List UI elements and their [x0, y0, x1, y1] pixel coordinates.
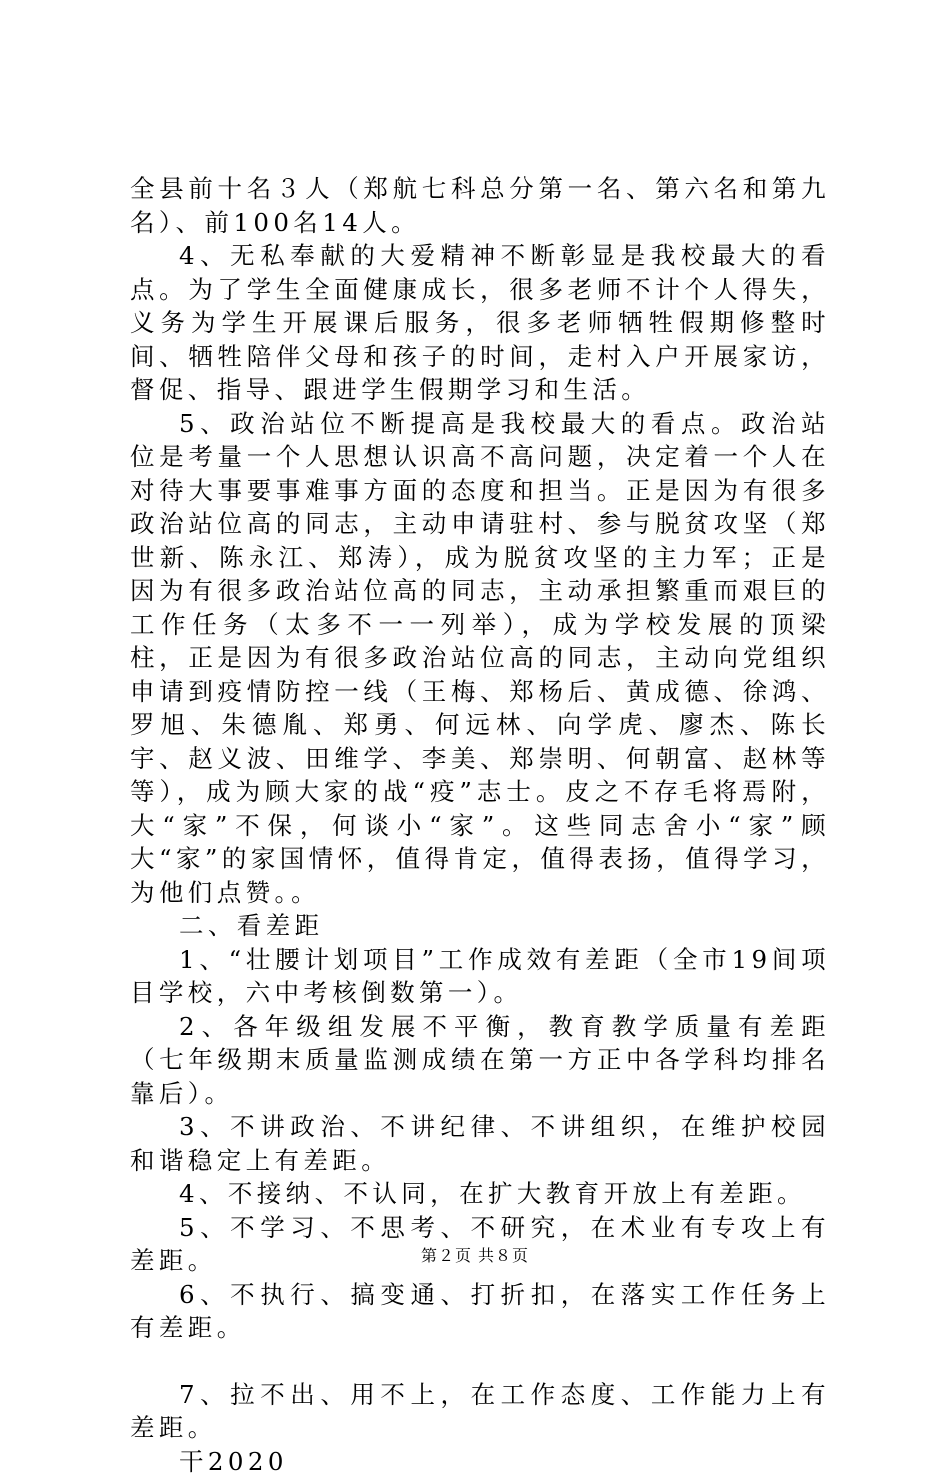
section-heading-gaps: 二、看差距 — [130, 909, 830, 943]
gap-item-2: 2、各年级组发展不平衡，教育教学质量有差距（七年级期末质量监测成绩在第一方正中各学科均排名靠后）。 — [130, 1010, 830, 1111]
gap-item-4: 4、不接纳、不认同，在扩大教育开放上有差距。 — [130, 1177, 830, 1211]
paragraph-dedication: 4、无私奉献的大爱精神不断彰显是我校最大的看点。为了学生全面健康成长，很多老师不计个人得失，义务为学生开展课后服务，很多老师牺牲假期修整时间、牺牲陪伴父母和孩子的时间，走村入户开展家访，督促、指导、跟进学生假期学习和生活。 — [130, 239, 830, 407]
paragraph-ranking: 全县前十名３人（郑航七科总分第一名、第六名和第九名）、前100名14人。 — [130, 172, 830, 239]
paragraph-political-stance: 5、政治站位不断提高是我校最大的看点。政治站位是考量一个人思想认识高不高问题，决定着一个人在对待大事要事难事方面的态度和担当。正是因为有很多政治站位高的同志，主动申请驻村、参与脱贫攻坚（郑世新、陈永江、郑涛），成为脱贫攻坚的主力军；正是因为有很多政治站位高的同志，主动承担繁重而艰巨的工作任务（太多不一一列举），成为学校发展的顶梁柱，正是因为有很多政治站位高的同志，主动向党组织申请到疫情防控一线（王梅、郑杨后、黄成德、徐鸿、罗旭、朱德胤、郑勇、何远林、向学虎、廖杰、陈长宇、赵义波、田维学、李美、郑崇明、何朝富、赵林等等），成为顾大家的战“疫”志士。皮之不存毛将焉附，大“家”不保，何谈小“家”。这些同志舍小“家”顾大“家”的家国情怀，值得肯定，值得表扬，值得学习，为他们点赞。。 — [130, 407, 830, 910]
gap-item-7: 7、拉不出、用不上，在工作态度、工作能力上有差距。 — [130, 1378, 830, 1445]
gap-item-1: 1、“壮腰计划项目”工作成效有差距（全市19间项目学校，六中考核倒数第一）。 — [130, 943, 830, 1010]
blank-line — [130, 1345, 830, 1378]
gap-item-5: 5、不学习、不思考、不研究，在术业有专攻上有差距。 — [130, 1211, 830, 1278]
gap-item-3: 3、不讲政治、不讲纪律、不讲组织，在维护校园和谐稳定上有差距。 — [130, 1110, 830, 1177]
document-body — [130, 172, 830, 1478]
gap-item-6: 6、不执行、搞变通、打折扣，在落实工作任务上有差距。 — [130, 1278, 830, 1345]
truncated-line: 干2020 — [130, 1445, 830, 1478]
page-number-footer: 第２页 共８页 — [0, 1243, 950, 1266]
